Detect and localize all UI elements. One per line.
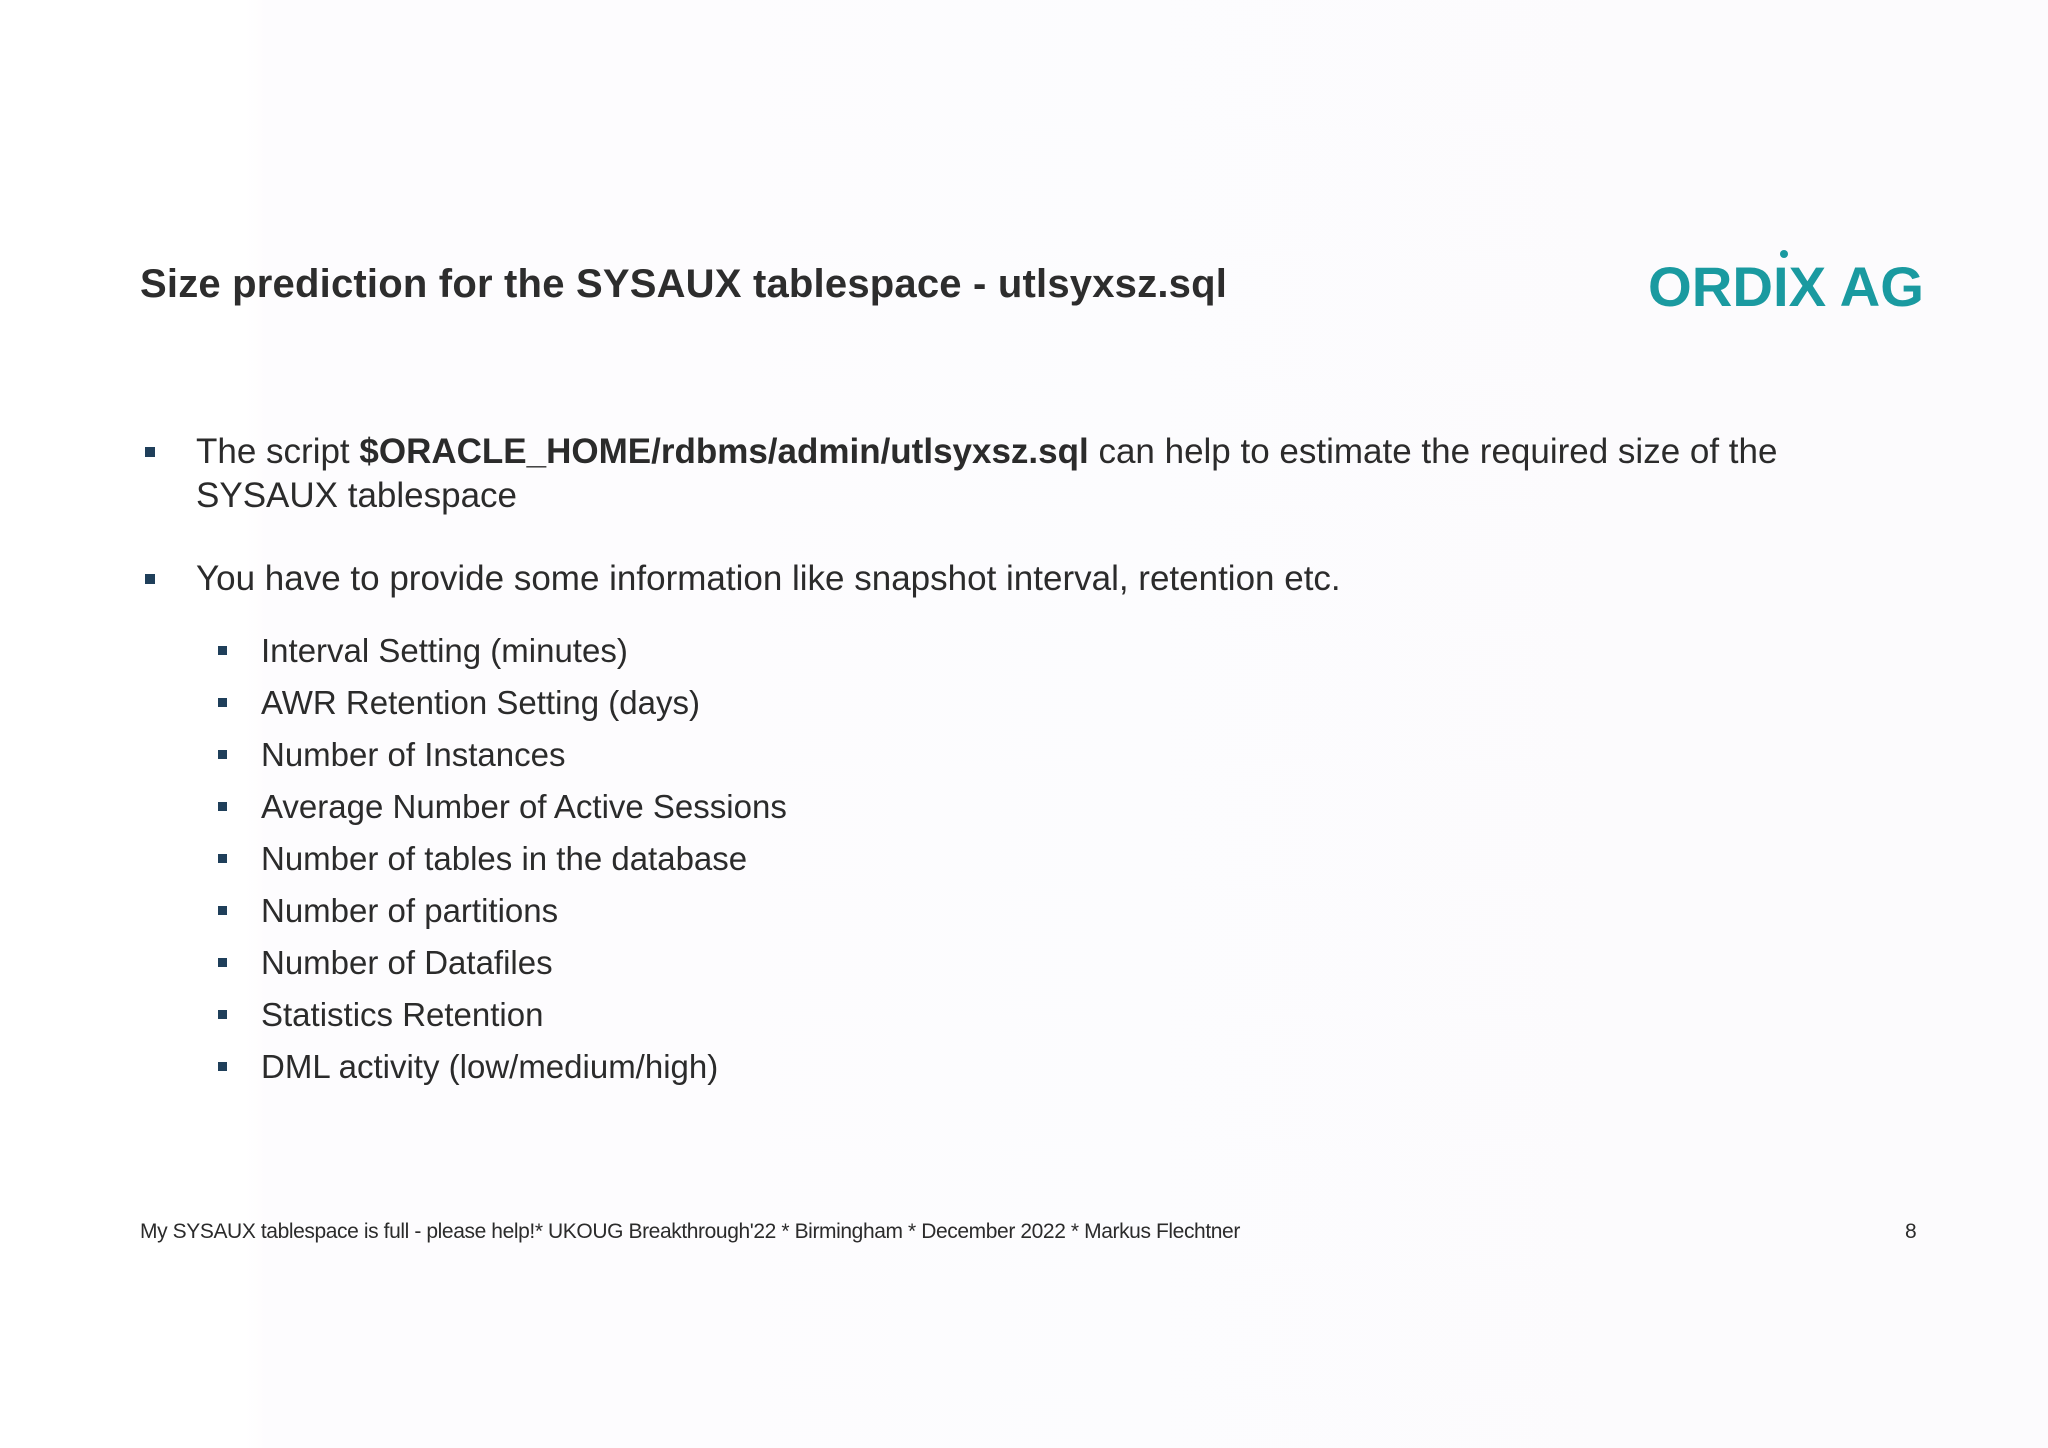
sub-bullet-item: [261, 995, 1920, 1047]
square-bullet-icon: [218, 854, 227, 863]
page-number: 8: [1905, 1220, 1917, 1243]
sub-bullet-item: [261, 683, 1920, 735]
sub-bullet-text: Number of partitions: [261, 892, 559, 929]
square-bullet-icon: [218, 750, 227, 759]
slide-title: Size prediction for the SYSAUX tablespace - utlsyxsz.sql: [140, 262, 1228, 306]
bullet-text-prefix: The script: [196, 432, 360, 471]
sub-bullet-item: [261, 787, 1920, 839]
sub-bullet-text: AWR Retention Setting (days): [261, 684, 700, 721]
sub-bullet-text: Number of Instances: [261, 736, 566, 773]
slide-content: [140, 430, 1920, 1099]
script-path: $ORACLE_HOME/rdbms/admin/utlsyxsz.sql: [359, 432, 1089, 471]
sub-bullet-item: [261, 631, 1920, 683]
bullet-item: [140, 430, 1920, 518]
bullet-item: [140, 557, 1920, 601]
square-bullet-icon: [218, 802, 227, 811]
square-bullet-icon: [218, 698, 227, 707]
sub-bullet-item: [261, 1047, 1920, 1099]
slide-footer: My SYSAUX tablespace is full - please help!* UKOUG Breakthrough'22 * Birmingham * December 2022 * Markus Flechtner: [140, 1220, 1240, 1243]
square-bullet-icon: [218, 906, 227, 915]
square-bullet-icon: [218, 1062, 227, 1071]
square-bullet-icon: [218, 1010, 227, 1019]
square-bullet-icon: [145, 574, 155, 584]
square-bullet-icon: [218, 646, 227, 655]
sub-bullet-text: Statistics Retention: [261, 996, 544, 1033]
sub-bullet-text: Interval Setting (minutes): [261, 632, 628, 669]
sub-bullet-text: Number of tables in the database: [261, 840, 748, 877]
square-bullet-icon: [218, 958, 227, 967]
logo-text: ORDIX AG: [1648, 255, 1924, 312]
ordix-logo: [1648, 248, 1924, 312]
sub-bullet-item: [261, 735, 1920, 787]
sub-bullet-text: Average Number of Active Sessions: [261, 788, 787, 825]
bullet-text-suffix: can help to estimate the required size of the SYSAUX tablespace: [196, 432, 1778, 515]
sub-bullet-text: Number of Datafiles: [261, 944, 553, 981]
sub-bullet-item: [261, 891, 1920, 943]
sub-bullet-item: [261, 839, 1920, 891]
sub-bullet-text: DML activity (low/medium/high): [261, 1048, 719, 1085]
sub-bullet-list: [140, 631, 1920, 1099]
bullet-text: You have to provide some information like snapshot interval, retention etc.: [196, 559, 1341, 598]
square-bullet-icon: [145, 447, 155, 457]
sub-bullet-item: [261, 943, 1920, 995]
